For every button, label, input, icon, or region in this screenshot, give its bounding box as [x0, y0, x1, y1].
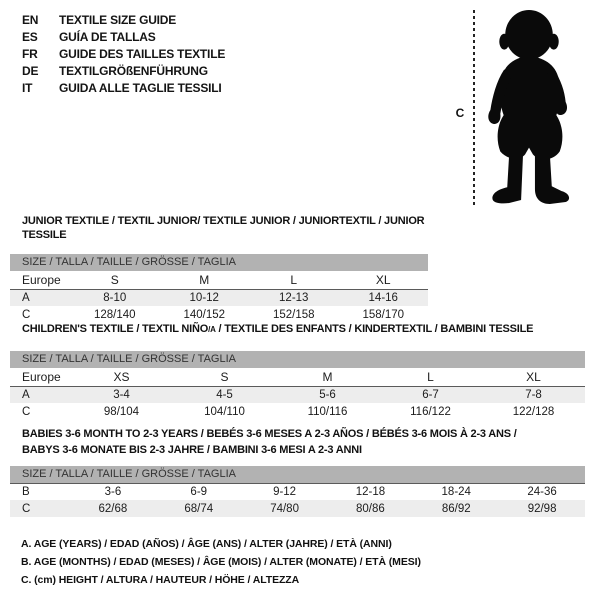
cell-value: 18-24	[441, 486, 471, 498]
title-part: / TEXTILE DES ENFANTS / KINDERTEXTIL / BAMBINI TESSILE	[215, 323, 534, 335]
cell-value: XL	[526, 370, 541, 384]
table-row-c	[10, 403, 585, 420]
height-measure-dashed-line	[473, 10, 475, 206]
row-label: B	[22, 486, 30, 498]
cell-value: 3-6	[104, 486, 122, 498]
title-line-2: BABYS 3-6 MONATE BIS 2-3 JAHRE / BAMBINI 3-6 MESI A 2-3 ANNI	[22, 444, 362, 456]
language-code: ES	[22, 30, 38, 44]
cell-value: 110/116	[307, 405, 348, 418]
language-row-fr	[22, 46, 225, 63]
guide-title-de: TEXTILGRÖßENFÜHRUNG	[59, 64, 208, 78]
row-label: A	[22, 292, 30, 304]
cell-value: 140/152	[183, 308, 226, 321]
cell-value: L	[290, 273, 298, 287]
cell-value: 74/80	[270, 502, 299, 515]
measure-label-c: C	[455, 106, 465, 120]
language-row-es	[22, 29, 225, 46]
cell-value: 24-36	[527, 486, 557, 498]
cell-value: S	[110, 273, 119, 287]
cell-value: 7-8	[525, 389, 542, 401]
cell-value: 92/98	[527, 502, 557, 515]
size-header-bar: SIZE / TALLA / TAILLE / GRÖSSE / TAGLIA	[10, 466, 585, 483]
guide-title-it: GUIDA ALLE TAGLIE TESSILI	[59, 81, 222, 95]
cell-value: 98/104	[103, 405, 140, 418]
footnote-c: C. (cm) HEIGHT / ALTURA / HAUTEUR / HÖHE / ALTEZZA	[21, 574, 300, 586]
footnote-b: B. AGE (MONTHS) / EDAD (MESES) / ÂGE (MOIS) / ALTER (MONATE) / ETÀ (MESI)	[21, 556, 421, 568]
row-label: C	[22, 405, 31, 418]
silhouette-leg-right	[535, 154, 569, 204]
guide-title-en: TEXTILE SIZE GUIDE	[59, 13, 177, 27]
cell-value: 62/68	[98, 502, 128, 515]
cell-value: 9-12	[273, 486, 297, 498]
language-code: EN	[22, 13, 39, 27]
size-table-junior	[10, 214, 428, 323]
language-code: IT	[22, 81, 33, 95]
cell-value: 6-9	[190, 486, 208, 498]
cell-value: 14-16	[368, 292, 398, 304]
title-part: CHILDREN'S TEXTILE / TEXTIL NIÑO	[22, 323, 209, 335]
cell-value: XS	[113, 370, 130, 384]
silhouette-leg-left	[492, 154, 523, 204]
table-row-a	[10, 386, 585, 403]
size-table-babies	[10, 426, 585, 517]
toddler-silhouette	[488, 10, 569, 204]
footnotes-block	[21, 535, 421, 589]
guide-title-es: GUÍA DE TALLAS	[59, 30, 156, 44]
cell-value: 10-12	[189, 292, 219, 304]
cell-value: 80/86	[356, 502, 385, 515]
cell-value: 12-18	[355, 486, 386, 498]
cell-value: 86/92	[441, 502, 471, 515]
cell-value: 8-10	[103, 292, 127, 304]
table-title-babies	[10, 426, 585, 458]
title-line-1: BABIES 3-6 MONTH TO 2-3 YEARS / BEBÉS 3-6 MESES A 2-3 AÑOS / BÉBÉS 3-6 MOIS À 2-3 ANS /	[22, 428, 517, 440]
cell-value: 116/122	[410, 405, 451, 418]
size-header-bar: SIZE / TALLA / TAILLE / GRÖSSE / TAGLIA	[10, 351, 585, 368]
language-row-de	[22, 63, 225, 80]
cell-value: M	[322, 370, 333, 384]
row-label: A	[22, 389, 30, 401]
table-row-b	[10, 483, 585, 500]
silhouette-shorts	[498, 113, 563, 160]
cell-value: 152/158	[272, 308, 315, 321]
cell-value: 104/110	[204, 405, 245, 418]
cell-value: 6-7	[422, 389, 439, 401]
language-row-en	[22, 12, 225, 29]
cell-value: 4-5	[216, 389, 233, 401]
row-label: C	[22, 502, 31, 515]
silhouette-head	[505, 10, 553, 60]
toddler-silhouette-image	[484, 8, 576, 206]
table-title-junior: JUNIOR TEXTILE / TEXTIL JUNIOR/ TEXTILE JUNIOR / JUNIORTEXTIL / JUNIOR TESSILE	[22, 215, 425, 241]
cell-value: 3-4	[113, 389, 130, 401]
cell-value: L	[427, 370, 434, 384]
guide-title-fr: GUIDE DES TAILLES TEXTILE	[59, 47, 226, 61]
language-code: DE	[22, 64, 39, 78]
size-header-bar: SIZE / TALLA / TAILLE / GRÖSSE / TAGLIA	[10, 254, 428, 271]
row-label: Europe	[22, 370, 61, 384]
cell-value: XL	[375, 273, 391, 287]
table-title-children	[10, 322, 585, 337]
footnote-a: A. AGE (YEARS) / EDAD (AÑOS) / ÂGE (ANS) / ALTER (JAHRE) / ETÀ (ANNI)	[21, 538, 392, 550]
table-row-c	[10, 500, 585, 517]
table-row-europe	[10, 368, 585, 386]
title-subscript: /A	[208, 325, 216, 334]
table-row-c	[10, 306, 428, 323]
cell-value: 68/74	[184, 502, 214, 515]
table-row-a	[10, 289, 428, 306]
row-label: Europe	[22, 273, 61, 287]
cell-value: 12-13	[279, 292, 309, 304]
cell-value: 5-6	[319, 389, 336, 401]
size-table-children	[10, 322, 585, 420]
cell-value: 158/170	[362, 308, 405, 321]
language-code: FR	[22, 47, 38, 61]
table-row-europe	[10, 271, 428, 289]
row-label: C	[22, 308, 31, 321]
cell-value: M	[199, 273, 210, 287]
language-row-it	[22, 80, 225, 97]
cell-value: 128/140	[93, 308, 136, 321]
language-guide-block	[22, 12, 225, 97]
cell-value: 122/128	[512, 405, 555, 418]
cell-value: S	[220, 370, 229, 384]
